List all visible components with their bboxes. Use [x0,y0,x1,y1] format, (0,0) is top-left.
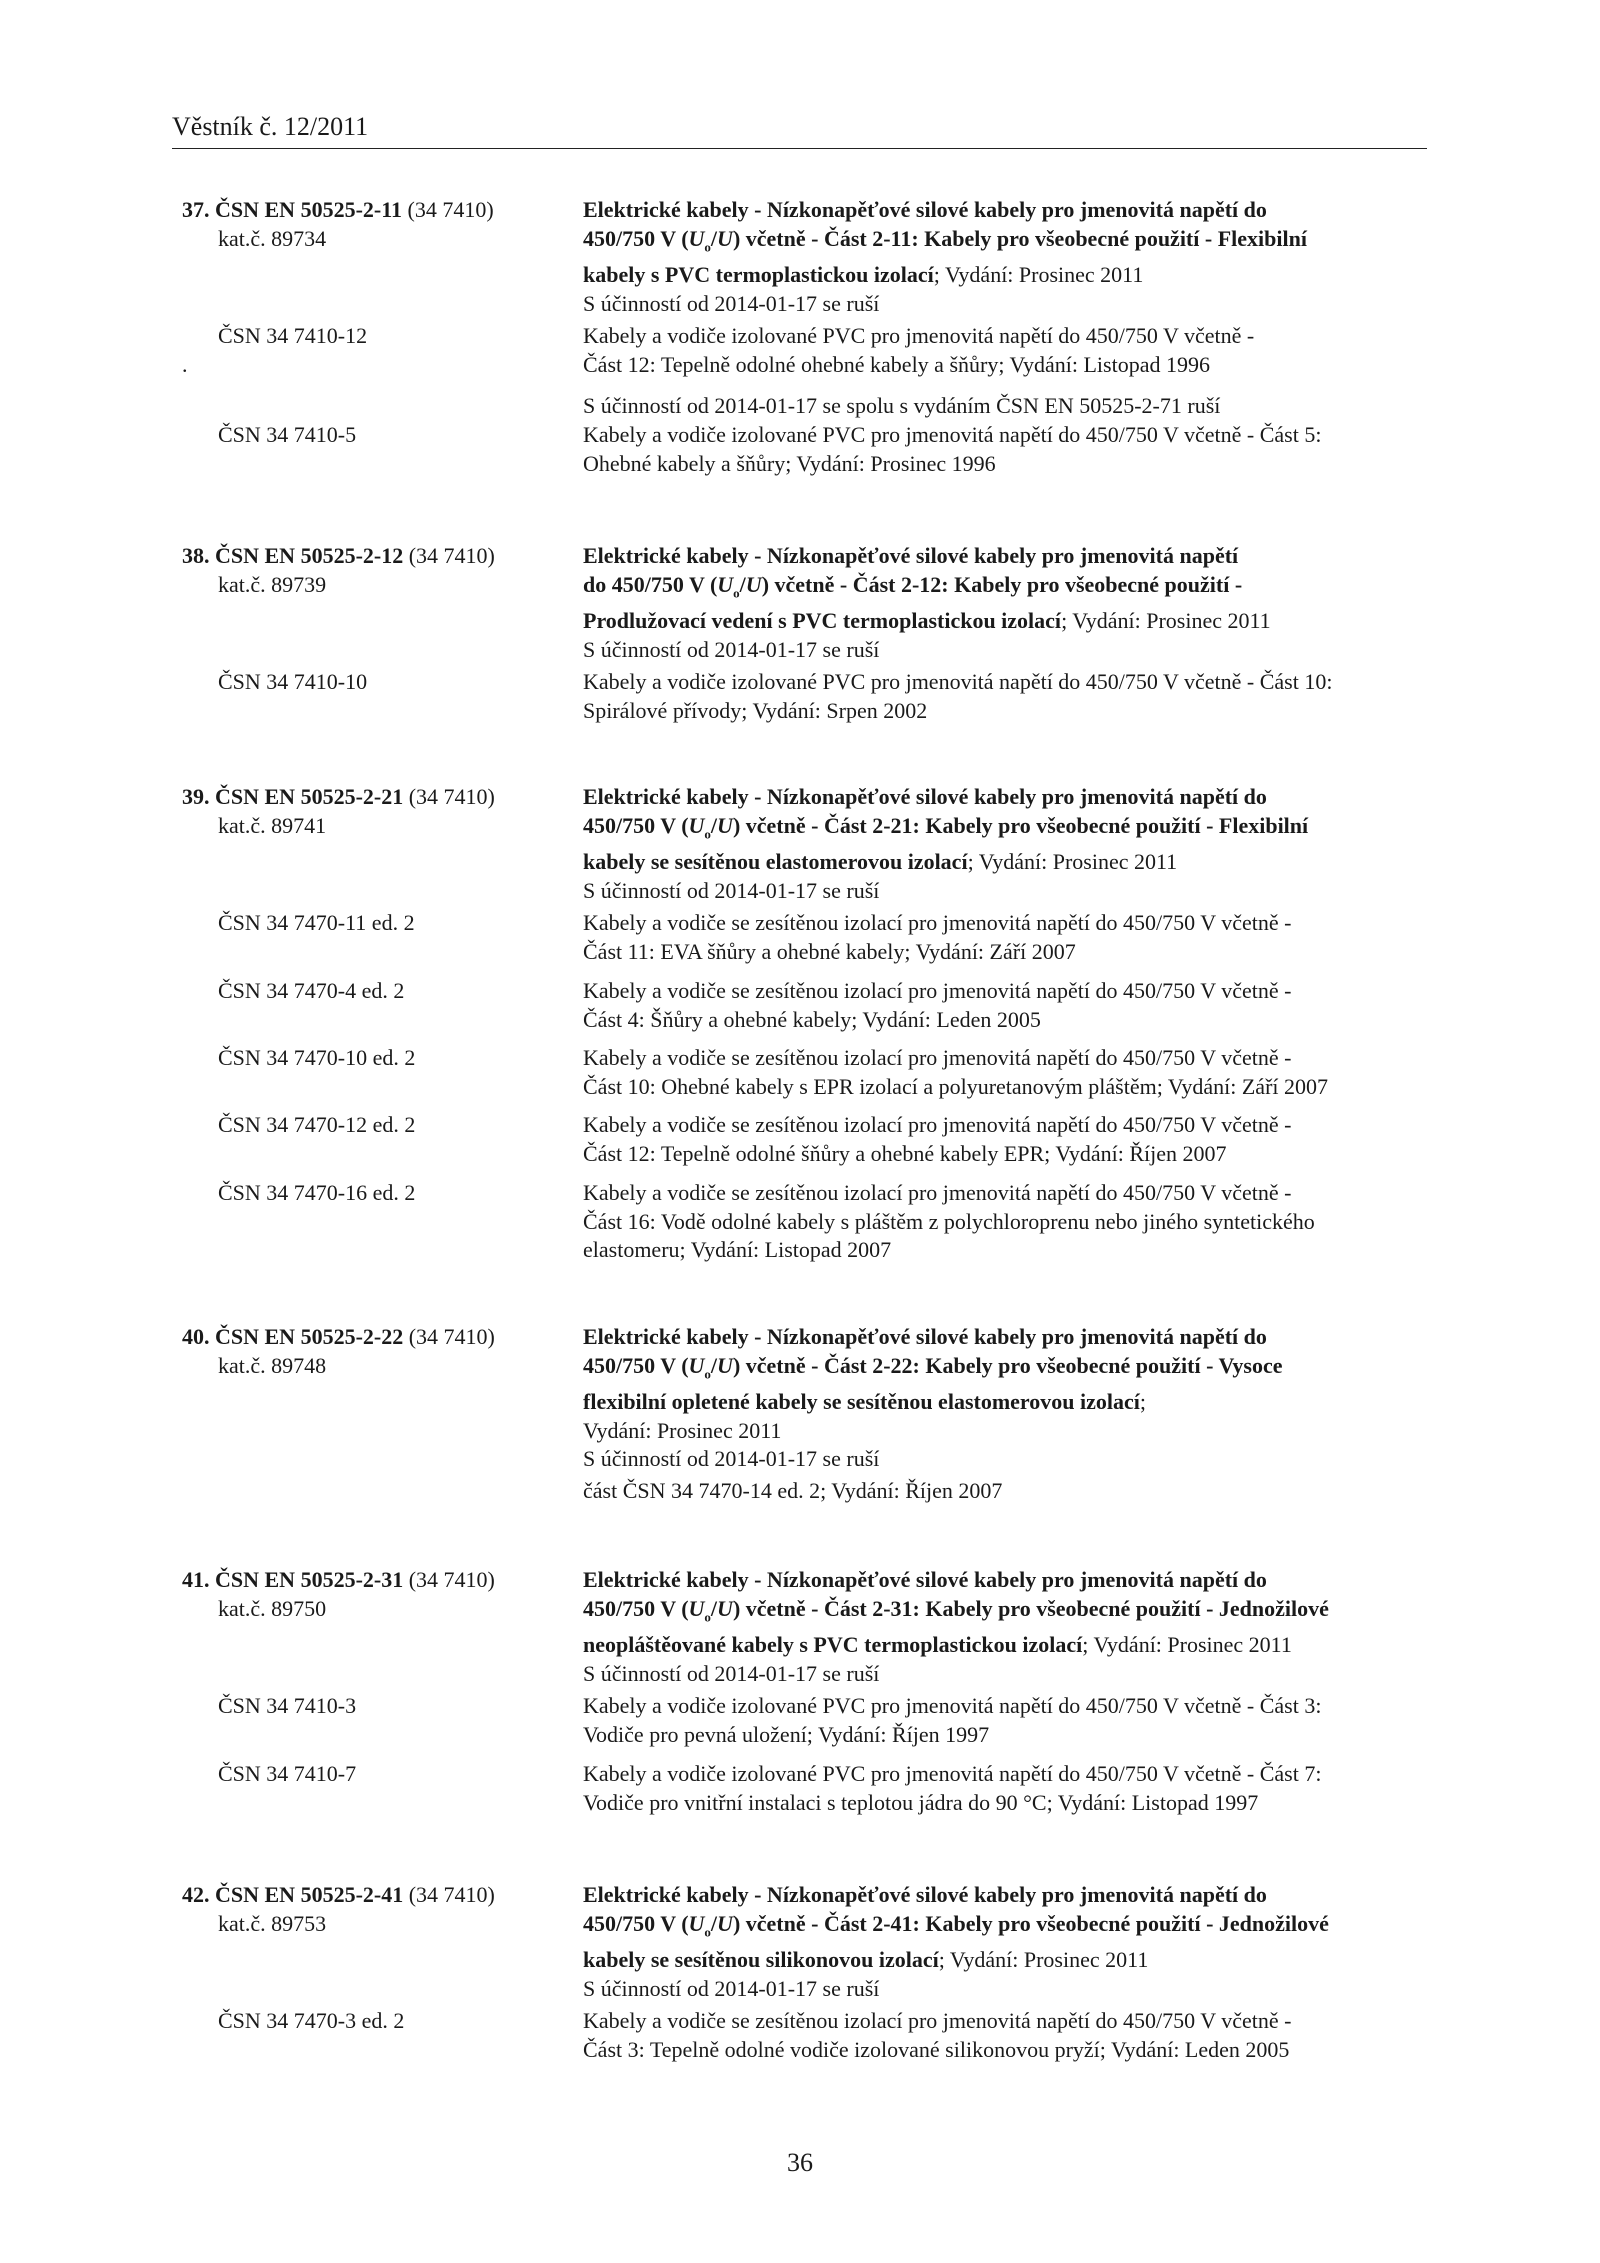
effective-note: S účinností od 2014-01-17 se ruší [583,877,880,903]
catalog-number: kat.č. 89739 [218,571,327,597]
catalog-number: kat.č. 89748 [218,1352,327,1378]
effective-note: S účinností od 2014-01-17 se ruší [583,636,880,662]
bulletin-title: Věstník č. 12/2011 [172,112,369,141]
standard-code: ČSN EN 50525-2-22 [215,1324,404,1349]
page-number: 36 [787,2148,813,2177]
withdrawn-standard-code: ČSN 34 7470-11 ed. 2 [218,910,415,935]
standard-code: ČSN EN 50525-2-11 [215,197,403,222]
withdrawn-standard-code: ČSN 34 7470-10 ed. 2 [218,1045,416,1070]
entry-standard-id: 37. ČSN EN 50525-2-11 (34 7410) [182,197,494,222]
page-header [172,108,1427,149]
withdrawn-standard-desc: Kabely a vodiče se zesítěnou izolací pro jmenovitá napětí do 450/750 V včetně - Část 10: Ohebné kabely s EPR izolací a polyuretanovým pláštěm; Vydání: Září 2007 [583,1045,1329,1099]
entry-standard-id: 39. ČSN EN 50525-2-21 (34 7410) [182,784,495,809]
withdrawn-standard-desc: Kabely a vodiče se zesítěnou izolací pro jmenovitá napětí do 450/750 V včetně - Část 12: Tepelně odolné šňůry a ohebné kabely EPR; Vydání: Říjen 2007 [583,1112,1292,1166]
entry-title: Elektrické kabely - Nízkonapěťové silové kabely pro jmenovitá napětí do 450/750 V $(U_o/U)$ včetně - Část 2-41: Kabely pro všeobecné použití - Jednožilové kabely se sesítěnou silikonovou izolací; Vydání: Prosinec 2011 S účinností od 2014-01-17 se ruší [583,1881,1428,2003]
withdrawn-standard-desc: Kabely a vodiče se zesítěnou izolací pro jmenovitá napětí do 450/750 V včetně - Část 11: EVA šňůry a ohebné kabely; Vydání: Září 2007 [583,910,1292,964]
combined-withdrawal-note: S účinností od 2014-01-17 se spolu s vydáním ČSN EN 50525-2-71 ruší [583,393,1221,418]
withdrawn-standard-desc: Kabely a vodiče izolované PVC pro jmenovitá napětí do 450/750 V včetně - Část 3: Vodiče pro pevná uložení; Vydání: Říjen 1997 [583,1693,1322,1747]
entry-title: Elektrické kabely - Nízkonapěťové silové kabely pro jmenovitá napětí do 450/750 V $(U_o/U)$ včetně - Část 2-21: Kabely pro všeobecné použití - Flexibilní kabely se sesítěnou elastomerovou izolací; Vydání: Prosinec 2011 S účinností od 2014-01-17 se ruší [583,783,1428,905]
withdrawn-standard-desc: část ČSN 34 7470-14 ed. 2; Vydání: Říjen 2007 [583,1478,1003,1503]
entry-standard-id: 41. ČSN EN 50525-2-31 (34 7410) [182,1567,495,1592]
entry-standard-id: 42. ČSN EN 50525-2-41 (34 7410) [182,1882,495,1907]
catalog-number: kat.č. 89741 [218,812,327,838]
withdrawn-standard-desc: Kabely a vodiče se zesítěnou izolací pro jmenovitá napětí do 450/750 V včetně - Část 4: Šňůry a ohebné kabely; Vydání: Leden 2005 [583,978,1292,1032]
entry-title: Elektrické kabely - Nízkonapěťové silové kabely pro jmenovitá napětí do 450/750 V $(U_o/U)$ včetně - Část 2-12: Kabely pro všeobecné použití - Prodlužovací vedení s PVC termoplastickou izolací; Vydání: Prosinec 2011 S účinností od 2014-01-17 se ruší [583,542,1428,664]
catalog-number: kat.č. 89753 [218,1910,327,1936]
withdrawn-standard-desc: Kabely a vodiče se zesítěnou izolací pro jmenovitá napětí do 450/750 V včetně - Část 3: Tepelně odolné vodiče izolované silikonovou pryží; Vydání: Leden 2005 [583,2008,1292,2062]
catalog-number: kat.č. 89750 [218,1595,327,1621]
withdrawn-standard-code: ČSN 34 7470-16 ed. 2 [218,1180,416,1205]
withdrawn-standard-desc: Kabely a vodiče izolované PVC pro jmenovitá napětí do 450/750 V včetně - Část 7: Vodiče pro vnitřní instalaci s teplotou jádra do 90 °C; Vydání: Listopad 1997 [583,1761,1322,1815]
withdrawn-standard-desc: Kabely a vodiče izolované PVC pro jmenovitá napětí do 450/750 V včetně - Část 10: Spirálové přívody; Vydání: Srpen 2002 [583,669,1333,723]
withdrawn-standard-code: ČSN 34 7410-5 [218,422,357,447]
effective-note: S účinností od 2014-01-17 se ruší [583,1975,880,2001]
withdrawn-standard-code: ČSN 34 7410-10 [218,669,368,694]
withdrawn-standard-code: ČSN 34 7470-12 ed. 2 [218,1112,416,1137]
withdrawn-standard-desc: Kabely a vodiče izolované PVC pro jmenovitá napětí do 450/750 V včetně - Část 12: Tepelně odolné ohebné kabely a šňůry; Vydání: Listopad 1996 [583,323,1255,377]
withdrawn-standard-code: ČSN 34 7410-3 [218,1693,357,1718]
withdrawn-standard-desc: Kabely a vodiče izolované PVC pro jmenovitá napětí do 450/750 V včetně - Část 5: Ohebné kabely a šňůry; Vydání: Prosinec 1996 [583,422,1322,476]
effective-note: S účinností od 2014-01-17 se ruší [583,1660,880,1686]
standard-code: ČSN EN 50525-2-21 [215,784,404,809]
entry-title: Elektrické kabely - Nízkonapěťové silové kabely pro jmenovitá napětí do 450/750 V $(U_o/U)$ včetně - Část 2-11: Kabely pro všeobecné použití - Flexibilní kabely s PVC termoplastickou izolací; Vydání: Prosinec 2011 S účinností od 2014-01-17 se ruší [583,196,1428,318]
entry-standard-id: 38. ČSN EN 50525-2-12 (34 7410) [182,543,495,568]
withdrawn-standard-code: ČSN 34 7470-3 ed. 2 [218,2008,405,2033]
catalog-number: kat.č. 89734 [218,225,327,251]
entry-title: Elektrické kabely - Nízkonapěťové silové kabely pro jmenovitá napětí do 450/750 V $(U_o/U)$ včetně - Část 2-31: Kabely pro všeobecné použití - Jednožilové neopláštěované kabely s PVC termoplastickou izolací; Vydání: Prosinec 2011 S účinností od 2014-01-17 se ruší [583,1566,1428,1688]
withdrawn-standard-code: ČSN 34 7470-4 ed. 2 [218,978,405,1003]
effective-note: S účinností od 2014-01-17 se ruší [583,290,880,316]
withdrawn-standard-code: ČSN 34 7410-12 [218,323,368,348]
standard-code: ČSN EN 50525-2-12 [215,543,404,568]
withdrawn-standard-code: ČSN 34 7410-7 [218,1761,357,1786]
effective-note: S účinností od 2014-01-17 se ruší [583,1446,880,1472]
standard-code: ČSN EN 50525-2-41 [215,1882,404,1907]
entry-standard-id: 40. ČSN EN 50525-2-22 (34 7410) [182,1324,495,1349]
entry-title: Elektrické kabely - Nízkonapěťové silové kabely pro jmenovitá napětí do 450/750 V $(U_o/U)$ včetně - Část 2-22: Kabely pro všeobecné použití - Vysoce flexibilní opletené kabely se sesítěnou elastomerovou izolací; Vydání: Prosinec 2011 S účinností od 2014-01-17 se ruší [583,1323,1428,1474]
withdrawn-standard-desc: Kabely a vodiče se zesítěnou izolací pro jmenovitá napětí do 450/750 V včetně - Část 16: Vodě odolné kabely s pláštěm z polychloroprenu nebo jiného syntetického elastomeru; Vydání: Listopad 2007 [583,1180,1315,1262]
standard-code: ČSN EN 50525-2-31 [215,1567,404,1592]
